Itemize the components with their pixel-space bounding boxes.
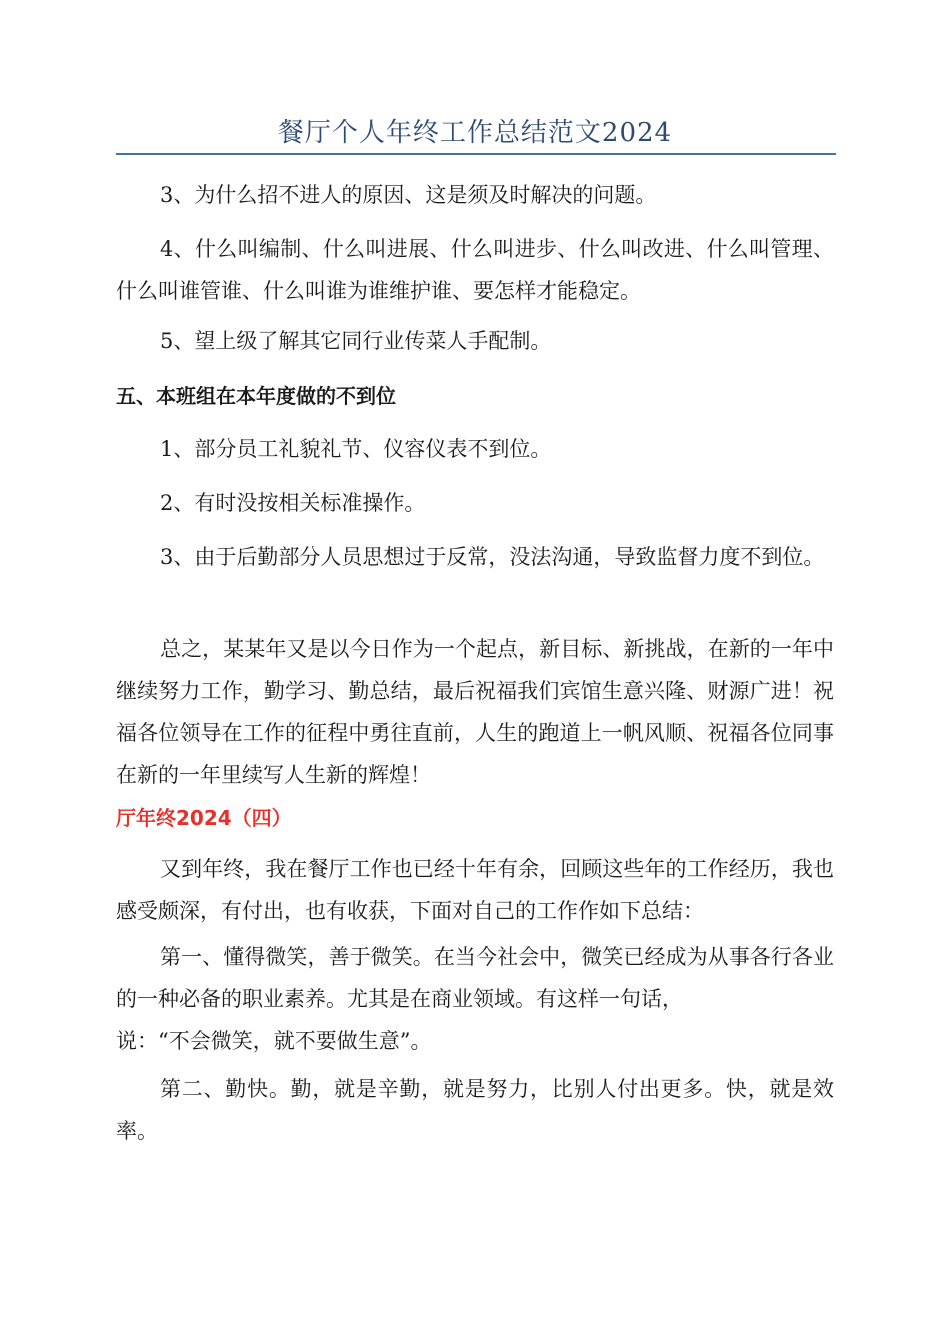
paragraph-item-4: 4、什么叫编制、什么叫进展、什么叫进步、什么叫改进、什么叫管理、什么叫谁管谁、什么叫谁为谁维护谁、要怎样才能稳定。 <box>116 237 834 303</box>
paragraph-first-quote: 说：“不会微笑，就不要做生意”。 <box>116 1029 432 1053</box>
paragraph-first <box>116 936 834 1062</box>
paragraph-issue-2: 2、有时没按相关标准操作。 <box>160 491 426 515</box>
paragraph-second: 第二、勤快。勤，就是辛勤，就是努力，比别人付出更多。快，就是效率。 <box>116 1077 834 1143</box>
paragraph-first-text: 第一、懂得微笑，善于微笑。在当今社会中，微笑已经成为从事各行各业的一种必备的职业素养。尤其是在商业领域。有这样一句话， <box>116 945 834 1011</box>
section-heading-red: 厅年终2024（四） <box>116 806 292 830</box>
paragraph-item-3: 3、为什么招不进人的原因、这是须及时解决的问题。 <box>160 183 657 207</box>
paragraph-issue-1: 1、部分员工礼貌礼节、仪容仪表不到位。 <box>160 437 552 461</box>
section-heading-five: 五、本班组在本年度做的不到位 <box>116 384 396 408</box>
document-title: 餐厅个人年终工作总结范文2024 <box>277 118 673 148</box>
paragraph-issue-3: 3、由于后勤部分人员思想过于反常，没法沟通，导致监督力度不到位。 <box>160 545 825 569</box>
paragraph-conclusion: 总之，某某年又是以今日作为一个起点，新目标、新挑战，在新的一年中继续努力工作，勤学习、勤总结，最后祝福我们宾馆生意兴隆、财源广进！祝福各位领导在工作的征程中勇往直前，人生的跑道上一帆风顺、祝福各位同事在新的一年里续写人生新的辉煌！ <box>116 637 834 787</box>
paragraph-intro: 又到年终，我在餐厅工作也已经十年有余，回顾这些年的工作经历，我也感受颇深，有付出，也有收获，下面对自己的工作作如下总结： <box>116 857 834 923</box>
title-underline <box>116 153 836 155</box>
paragraph-item-5: 5、望上级了解其它同行业传菜人手配制。 <box>160 329 552 353</box>
